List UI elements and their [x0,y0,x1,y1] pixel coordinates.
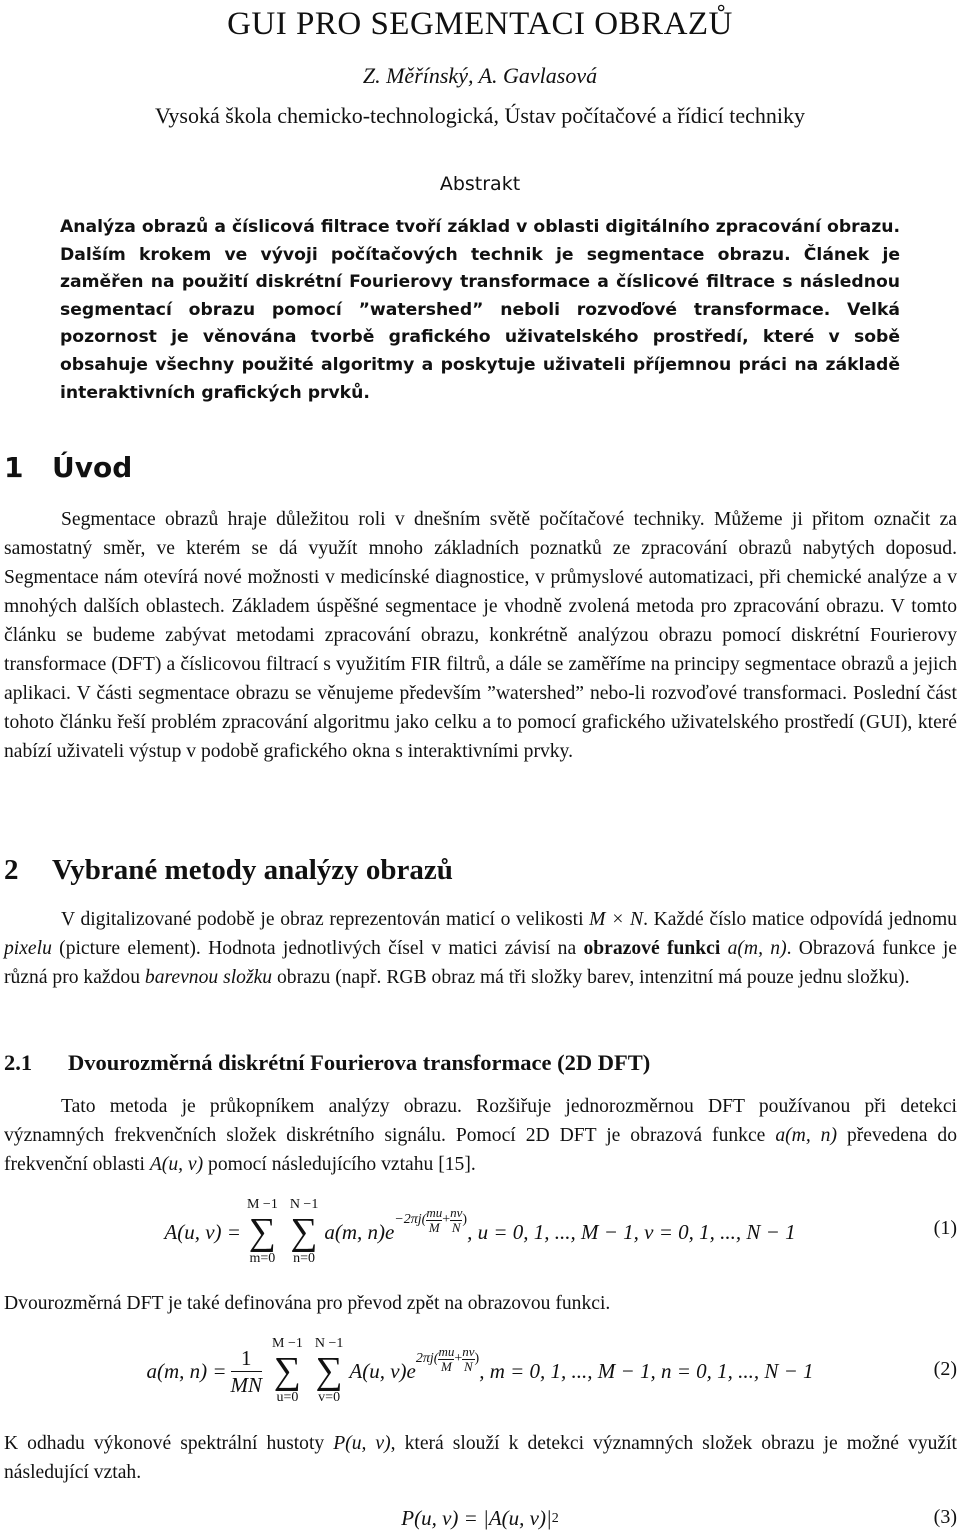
exp-plus: + [454,1351,463,1366]
sum-symbol: M −1 ∑ m=0 [246,1197,278,1266]
abstract-heading: Abstrakt [439,173,521,195]
sum-upper: N −1 [289,1197,319,1212]
eq-exponent: 2 [551,1510,559,1526]
bold-term: obrazové funkci [583,938,721,959]
equation-3 [0,1506,960,1531]
text-run: převedena do frekvenční oblasti [4,1125,958,1175]
text-after-eq1: Dvourozměrná DFT je také definována pro převod zpět na obrazovou funkci. [4,1293,611,1314]
section-2-heading [4,850,453,890]
eq-lhs: A(u, v) = [164,1219,241,1244]
text-run: pomocí následujícího vztahu [15]. [208,1154,476,1175]
paper-title: GUI PRO SEGMENTACI OBRAZŮ [227,6,733,42]
fraction [231,1345,263,1398]
eq-tail: , u = 0, 1, ..., M − 1, v = 0, 1, ..., N − 1 [467,1219,796,1244]
section-number: 2 [4,854,19,886]
section-1-heading [4,448,132,488]
fraction [450,1206,462,1235]
frac-den: N [451,1219,461,1235]
section-2-1-paragraph [4,1092,957,1179]
eq-tail: , m = 0, 1, ..., M − 1, n = 0, 1, ..., N − 1 [479,1358,814,1383]
equation-number: (1) [933,1217,957,1239]
section-1-paragraph [4,505,957,766]
frac-num: mu [438,1343,455,1359]
exp-close: ) [474,1351,480,1366]
frac-den: M [428,1219,440,1235]
section-title: Vybrané metody analýzy obrazů [52,854,453,886]
sum-upper: M −1 [246,1197,278,1212]
equation-number: (3) [933,1506,957,1528]
math-inline: M × N [589,909,644,930]
math-inline: A(u, v) [149,1154,204,1175]
text-run: . Každé číslo matice odpovídá jednomu [643,909,957,930]
eq-exponent [394,1206,467,1235]
sum-lower: u=0 [276,1390,299,1405]
frac-den: M [440,1358,452,1374]
section-2-paragraph [4,905,957,992]
exp-close: ) [462,1212,468,1227]
section-title: Dvourozměrná diskrétní Fourierova transformace (2D DFT) [68,1050,651,1075]
eq-lhs: a(m, n) = [146,1358,227,1383]
paragraph-text: Segmentace obrazů hraje důležitou roli v dnešním světě počítačové techniky. Můžeme ji přitom označit za samostatný směr, ve kterém se dá využít mnoho základních poznatků ze zpracování obrazů nabytých doposud. Segmentace nám otevírá nové možnosti v medicínské diagnostice, v průmyslové automatizaci, při chemické analýze a v mnohých dalších oblastech. Základem úspěšné segmentace je vhodně zvolená metoda pro zpracování obrazu. V tomto článku se budeme zabývat metodami zpracování obrazu, konkrétně analýzou obrazu pomocí diskrétní Fourierovy transformace (DFT) a číslicovou filtrací s využitím FIR filtrů, a dále se zaměříme na principy segmentace obrazů a jejich aplikaci. V části segmentace obrazu se věnujeme především ”watershed” nebo-li rozvoďové transformaci. Poslední část tohoto článku řeší problém zpracování algoritmu jako celku a to pomocí grafického uživatelského prostředí (GUI), které nabízí uživateli výstup v podobě grafického okna s interaktivními prvky. [4,509,957,762]
sum-upper: N −1 [314,1336,344,1351]
sum-symbol: M −1 ∑ u=0 [272,1336,303,1405]
frac-num: nv [462,1343,475,1359]
section-title: Úvod [52,451,133,484]
text-after-eq2 [4,1429,957,1487]
frac-den: N [464,1358,473,1374]
fraction [462,1345,474,1374]
sum-lower: v=0 [318,1390,341,1405]
text-run: Tato metoda je průkopníkem analýzy obrazu. Rozšiřuje jednorozměrnou DFT používanou při detekci významných frekvenčních složek diskrétního signálu. Pomocí 2D DFT je obrazová funkce [4,1096,957,1146]
equation-2 [0,1336,960,1406]
exp-prefix: −2πj( [394,1212,427,1227]
frac-num: mu [426,1204,443,1220]
section-2-1-heading [4,1046,650,1080]
frac-num: 1 [241,1345,252,1370]
text-run: . Obrazová funkce je různá pro každou [4,938,957,988]
eq-body: a(m, n)e [324,1219,395,1244]
text-run: (picture element). Hodnota jednotlivých čísel v matici závisí na [59,938,577,959]
text-run: obrazu (např. RGB obraz má tři složky barev, intenzitní má pouze jednu složku). [277,967,910,988]
sum-lower: n=0 [293,1251,316,1266]
text-run: , která slouží k detekci významných složek obrazu je možné využít následující vztah. [4,1433,957,1483]
math-inline: a(m, n) [727,938,787,959]
text-run: V digitalizované podobě je obraz reprezentován maticí o velikosti [61,909,584,930]
fraction [438,1345,454,1374]
frac-den: MN [230,1372,263,1397]
math-inline: P(u, v) [333,1433,391,1454]
section-number: 1 [4,451,24,484]
math-inline: a(m, n) [775,1125,837,1146]
text-run: K odhadu výkonové spektrální hustoty [4,1433,325,1454]
exp-plus: + [442,1212,451,1227]
equation-1 [0,1197,960,1267]
fraction [426,1206,442,1235]
sum-lower: m=0 [249,1251,276,1266]
paper-affiliation: Vysoká škola chemicko-technologická, Ústav počítačové a řídicí techniky [154,103,805,128]
paper-authors: Z. Měřínský, A. Gavlasová [362,63,598,88]
emphasis-text: barevnou složku [144,967,273,988]
eq-exponent [416,1345,479,1374]
section-number: 2.1 [4,1050,33,1075]
exp-prefix: 2πj( [415,1351,439,1366]
sum-symbol: N −1 ∑ v=0 [314,1336,344,1405]
eq-body: A(u, v)e [349,1358,416,1383]
sum-upper: M −1 [272,1336,303,1351]
abstract-text: Analýza obrazů a číslicová filtrace tvoří základ v oblasti digitálního zpracování obrazu. Dalším krokem ve vývoji počítačových technik je segmentace obrazu. Článek je zaměřen na použití diskrétní Fourierovy transformace a číslicové filtrace s následnou segmentací obrazu pomocí ”watershed” neboli rozvoďové transformace. Velká pozornost je věnována tvorbě grafického uživatelského prostředí, které v sobě obsahuje všechny použité algoritmy a poskytuje uživateli příjemnou práci na základě interaktivních grafických prvků. [60,217,900,403]
sum-symbol: N −1 ∑ n=0 [289,1197,319,1266]
eq-body: P(u, v) = |A(u, v)| [401,1506,552,1530]
emphasis-text: pixelu [4,938,52,959]
frac-num: nv [450,1204,463,1220]
equation-number: (2) [933,1358,957,1380]
